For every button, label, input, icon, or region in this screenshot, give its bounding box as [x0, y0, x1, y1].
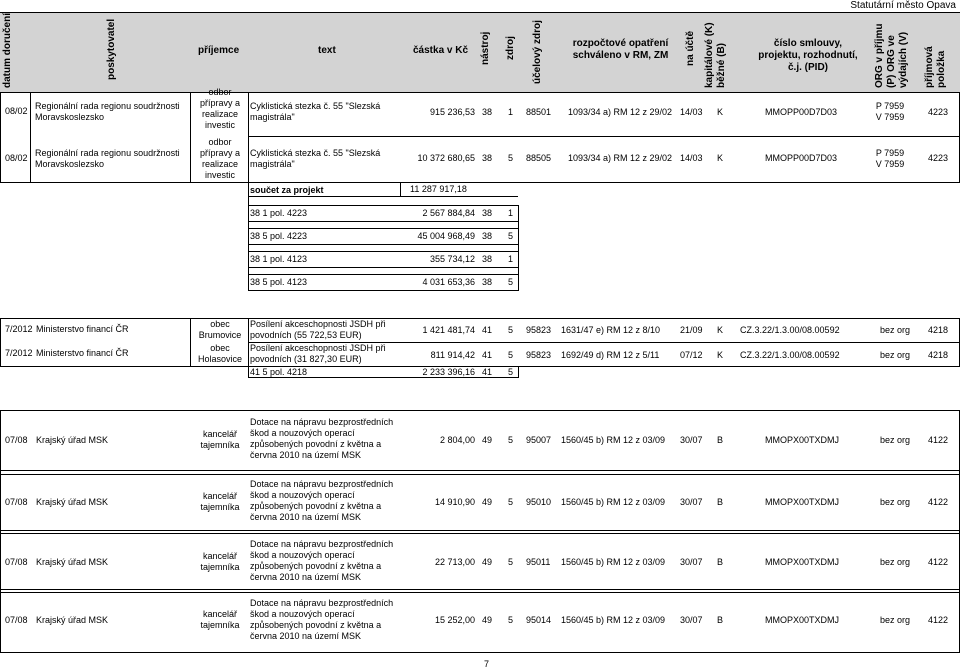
kapitalove: K	[717, 325, 724, 335]
cislo-smlouvy: MMOPP00D7D03	[765, 107, 838, 117]
poskytovatel: Krajský úřad MSK	[36, 435, 109, 445]
header-poskytovatel: poskytovatel	[106, 18, 117, 80]
subtotal-zdroj: 5	[508, 231, 514, 241]
header-rozpoctove: rozpočtové opatření schváleno v RM, ZM	[572, 38, 669, 61]
kapitalove: B	[717, 557, 724, 567]
subtotal-label: 38 1 pol. 4223	[250, 208, 308, 218]
subtotal-value: 355 734,12	[429, 254, 475, 264]
header-kapitalove: kapitálové (K) běžné (B)	[704, 22, 727, 88]
na-uctu: 30/07	[680, 557, 703, 567]
org: bez org	[880, 557, 911, 567]
nastroj: 41	[482, 325, 493, 335]
kapitalove: K	[717, 107, 724, 117]
header-text: text	[318, 45, 336, 56]
prijmova-polozka: 4218	[928, 325, 949, 335]
subtotal-value: 2 233 396,16	[422, 367, 475, 377]
datum: 7/2012	[5, 348, 33, 358]
na-uctu: 07/12	[680, 350, 703, 360]
cislo-smlouvy: MMOPX00TXDMJ	[765, 557, 840, 567]
prijemce: kancelář tajemníka	[200, 551, 240, 572]
castka: 915 236,53	[429, 107, 475, 117]
page-title: Statutární město Opava	[850, 0, 956, 11]
nastroj: 49	[482, 615, 493, 625]
nastroj: 41	[482, 350, 493, 360]
ucelovy-zdroj: 95010	[526, 497, 552, 507]
subtotal-nastroj: 38	[482, 231, 493, 241]
ucelovy-zdroj: 95823	[526, 350, 552, 360]
nastroj: 49	[482, 497, 493, 507]
poskytovatel: Krajský úřad MSK	[36, 497, 109, 507]
na-uctu: 30/07	[680, 615, 703, 625]
soucet-value: 11 287 917,18	[410, 184, 467, 194]
cislo-smlouvy: CZ.3.22/1.3.00/08.00592	[740, 350, 840, 360]
text: Dotace na nápravu bezprostředních škod a nouzových operací způsobených povodní z května a června 2010 na území MSK	[250, 417, 394, 460]
subtotal-nastroj: 41	[482, 367, 493, 377]
ucelovy-zdroj: 95011	[526, 557, 551, 567]
zdroj: 5	[508, 435, 514, 445]
cislo-smlouvy: MMOPP00D7D03	[765, 153, 838, 163]
subtotal-value: 4 031 653,36	[422, 277, 475, 287]
header-castka: částka v Kč	[413, 45, 469, 56]
ucelovy-zdroj: 88505	[526, 153, 552, 163]
prijemce: obec Brumovice	[198, 319, 242, 340]
subtotal-label: 38 1 pol. 4123	[250, 254, 308, 264]
zdroj: 5	[508, 557, 514, 567]
subtotal-zdroj: 1	[508, 254, 514, 264]
kapitalove: B	[717, 615, 724, 625]
header-zdroj: zdroj	[505, 36, 516, 60]
header-na-uctu: na účtě	[685, 30, 696, 66]
nastroj: 49	[482, 557, 493, 567]
text: Cyklistická stezka č. 55 "Slezská magistrála"	[250, 101, 381, 122]
nastroj: 38	[482, 107, 493, 117]
org: bez org	[880, 325, 911, 335]
datum: 07/08	[5, 615, 28, 625]
prijmova-polozka: 4218	[928, 350, 949, 360]
prijmova-polozka: 4122	[928, 615, 949, 625]
header-org: ORG v příjmu (P) ORG ve výdajích (V)	[874, 23, 909, 88]
text: Dotace na nápravu bezprostředních škod a nouzových operací způsobených povodní z května a června 2010 na území MSK	[250, 539, 394, 582]
prijmova-polozka: 4122	[928, 557, 949, 567]
subtotal-label: 41 5 pol. 4218	[250, 367, 308, 377]
ucelovy-zdroj: 95007	[526, 435, 552, 445]
kapitalove: B	[717, 497, 724, 507]
nastroj: 49	[482, 435, 493, 445]
rozpoctove: 1093/34 a) RM 12 z 29/02	[568, 153, 673, 163]
castka: 22 713,00	[434, 557, 475, 567]
soucet-label: součet za projekt	[250, 185, 324, 195]
datum: 07/08	[5, 497, 28, 507]
poskytovatel: Krajský úřad MSK	[36, 557, 109, 567]
zdroj: 5	[508, 615, 514, 625]
cislo-smlouvy: MMOPX00TXDMJ	[765, 497, 840, 507]
prijemce: kancelář tajemníka	[200, 429, 240, 450]
prijemce: kancelář tajemníka	[200, 491, 240, 512]
castka: 14 910,90	[434, 497, 475, 507]
text: Dotace na nápravu bezprostředních škod a nouzových operací způsobených povodní z května a června 2010 na území MSK	[250, 479, 394, 522]
org: bez org	[880, 497, 911, 507]
subtotal-label: 38 5 pol. 4223	[250, 231, 308, 241]
subtotal-zdroj: 5	[508, 367, 514, 377]
header-cislo-smlouvy: číslo smlouvy, projektu, rozhodnutí, č.j. (PID)	[758, 38, 858, 73]
prijemce: odbor přípravy a realizace investic	[199, 137, 241, 180]
org: P 7959 V 7959	[875, 148, 905, 169]
cislo-smlouvy: CZ.3.22/1.3.00/08.00592	[740, 325, 840, 335]
datum: 07/08	[5, 557, 28, 567]
cislo-smlouvy: MMOPX00TXDMJ	[765, 615, 840, 625]
na-uctu: 14/03	[680, 107, 703, 117]
ucelovy-zdroj: 95823	[526, 325, 552, 335]
rozpoctove: 1093/34 a) RM 12 z 29/02	[568, 107, 673, 117]
datum: 08/02	[5, 153, 28, 163]
rozpoctove: 1560/45 b) RM 12 z 03/09	[561, 557, 666, 567]
prijmova-polozka: 4122	[928, 497, 949, 507]
zdroj: 5	[508, 497, 514, 507]
rozpoctove: 1560/45 b) RM 12 z 03/09	[561, 497, 666, 507]
subtotal-nastroj: 38	[482, 254, 493, 264]
subtotal-nastroj: 38	[482, 208, 493, 218]
datum: 07/08	[5, 435, 28, 445]
prijmova-polozka: 4223	[928, 153, 949, 163]
org: bez org	[880, 350, 911, 360]
poskytovatel: Krajský úřad MSK	[36, 615, 109, 625]
datum: 08/02	[5, 106, 28, 116]
text: Dotace na nápravu bezprostředních škod a nouzových operací způsobených povodní z května a června 2010 na území MSK	[250, 598, 394, 641]
castka: 811 914,42	[430, 350, 475, 360]
subtotal-value: 45 004 968,49	[417, 231, 475, 241]
castka: 2 804,00	[439, 435, 475, 445]
prijemce: kancelář tajemníka	[200, 609, 240, 630]
zdroj: 5	[508, 153, 514, 163]
na-uctu: 14/03	[680, 153, 703, 163]
rozpoctove: 1560/45 b) RM 12 z 03/09	[561, 615, 666, 625]
org: bez org	[880, 435, 911, 445]
rozpoctove: 1692/49 d) RM 12 z 5/11	[561, 350, 660, 360]
rozpoctove: 1631/47 e) RM 12 z 8/10	[561, 325, 661, 335]
header-datum-doruceni: datum doručení	[2, 12, 13, 88]
text: Posílení akceschopnosti JSDH při povodních (31 827,30 EUR)	[250, 343, 386, 364]
rozpoctove: 1560/45 b) RM 12 z 03/09	[561, 435, 666, 445]
subtotal-nastroj: 38	[482, 277, 493, 287]
org: bez org	[880, 615, 911, 625]
castka: 15 252,00	[434, 615, 475, 625]
kapitalove: B	[717, 435, 724, 445]
header-prijemce: příjemce	[198, 45, 240, 56]
castka: 10 372 680,65	[417, 153, 475, 163]
prijemce: obec Holasovice	[197, 343, 243, 364]
prijmova-polozka: 4223	[928, 107, 949, 117]
poskytovatel: Ministerstvo financí ČR	[36, 324, 129, 334]
subtotal-zdroj: 5	[508, 277, 514, 287]
castka: 1 421 481,74	[422, 325, 475, 335]
kapitalove: K	[717, 350, 724, 360]
header-nastroj: nástroj	[480, 31, 491, 65]
text: Cyklistická stezka č. 55 "Slezská magistrála"	[250, 148, 381, 169]
prijemce: odbor přípravy a realizace investic	[199, 87, 241, 130]
subtotal-value: 2 567 884,84	[422, 208, 475, 218]
poskytovatel: Regionální rada regionu soudržnosti Moravskoslezsko	[35, 101, 180, 122]
ucelovy-zdroj: 88501	[526, 107, 552, 117]
subtotal-label: 38 5 pol. 4123	[250, 277, 308, 287]
org: P 7959 V 7959	[875, 101, 905, 122]
na-uctu: 21/09	[680, 325, 703, 335]
na-uctu: 30/07	[680, 497, 703, 507]
kapitalove: K	[717, 153, 724, 163]
ucelovy-zdroj: 95014	[526, 615, 552, 625]
header-ucelovy-zdroj: účelový zdroj	[532, 20, 543, 84]
zdroj: 1	[508, 107, 514, 117]
zdroj: 5	[508, 350, 514, 360]
datum: 7/2012	[5, 324, 33, 334]
prijmova-polozka: 4122	[928, 435, 949, 445]
cislo-smlouvy: MMOPX00TXDMJ	[765, 435, 840, 445]
zdroj: 5	[508, 325, 514, 335]
text: Posílení akceschopnosti JSDH při povodních (55 722,53 EUR)	[250, 319, 386, 340]
nastroj: 38	[482, 153, 493, 163]
header-prijmova-polozka: příjmová položka	[924, 46, 947, 88]
poskytovatel: Ministerstvo financí ČR	[36, 348, 129, 358]
page-number: 7	[484, 659, 490, 669]
na-uctu: 30/07	[680, 435, 703, 445]
subtotal-zdroj: 1	[508, 208, 514, 218]
poskytovatel: Regionální rada regionu soudržnosti Moravskoslezsko	[35, 148, 180, 169]
